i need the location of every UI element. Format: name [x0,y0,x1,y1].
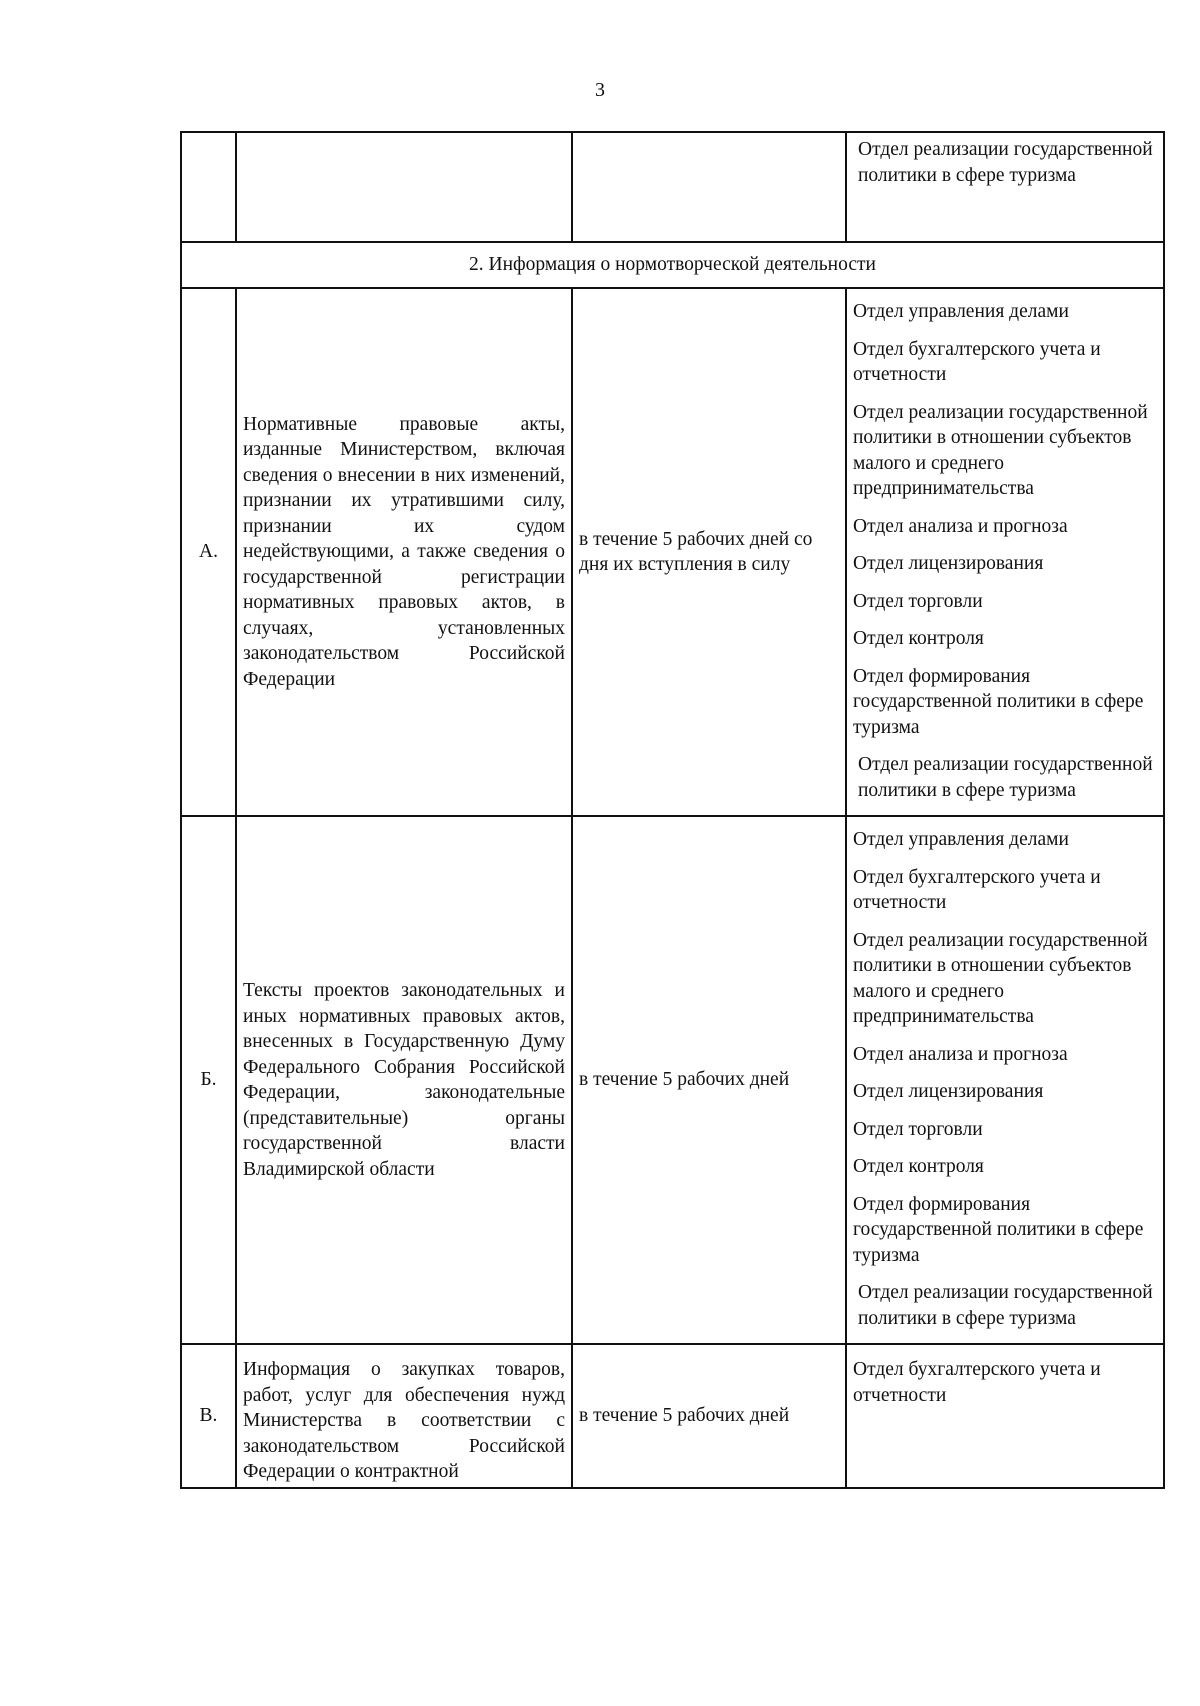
department-item: Отдел реализации государственной политики в отношении субъектов малого и среднего предпринимательства [853,929,1148,1027]
row-number: Б. [181,816,236,1344]
page-number: 3 [595,79,605,101]
table-row [181,288,1164,816]
row-description: Тексты проектов законодательных и иных нормативных правовых актов, внесенных в Государственную Думу Федерального Собрания Российской Федерации, законодательные (представительные) органы государственной власти Владимирской области [236,816,572,1344]
department-item: Отдел лицензирования [853,1081,1044,1102]
row-description: Информация о закупках товаров, работ, услуг для обеспечения нужд Министерства в соответствии с законодательством Российской Федерации о контрактной [236,1344,572,1488]
departments-list [853,827,1157,1331]
row-description: Нормативные правовые акты, изданные Министерством, включая сведения о внесении в них изменений, признании их утратившими силу, признании их судом недействующими, а также сведения о государственной регистрации нормативных правовых актов, в случаях, установленных законодательством Российской Федерации [236,288,572,816]
departments-cell [846,1344,1164,1488]
department-item: Отдел торговли [853,1118,983,1140]
department-item: Отдел реализации государственной политики в отношении субъектов малого и среднего предпринимательства [853,401,1148,499]
department-item: Отдел бухгалтерского учета и отчетности [853,1359,1101,1406]
departments-list [853,1357,1157,1408]
departments-list [853,137,1157,188]
department-item: Отдел реализации государственной политики в сфере туризма [858,139,1153,186]
departments-cell [846,816,1164,1344]
table-row [181,1344,1164,1488]
department-item: Отдел анализа и прогноза [853,1043,1068,1065]
department-item: Отдел формирования государственной политики в сфере туризма [853,665,1144,738]
department-item: Отдел контроля [853,628,984,649]
department-item: Отдел реализации государственной политики в сфере туризма [858,1282,1153,1329]
number-cell [181,132,236,242]
department-item: Отдел реализации государственной политики в сфере туризма [858,754,1153,801]
department-item: Отдел контроля [853,1156,984,1177]
term-cell [572,132,846,242]
row-term: в течение 5 рабочих дней со дня их вступления в силу [572,288,846,816]
department-item: Отдел лицензирования [853,553,1044,574]
row-number: В. [181,1344,236,1488]
departments-cell [846,288,1164,816]
department-item: Отдел управления делами [853,301,1069,322]
departments-cell [846,132,1164,242]
description-cell [236,132,572,242]
department-item: Отдел управления делами [853,829,1069,850]
row-number: А. [181,288,236,816]
table-row-continued [181,132,1164,242]
document-table [180,131,1165,1489]
section-header-row [181,242,1164,288]
department-item: Отдел торговли [853,590,983,612]
section-title: 2. Информация о нормотворческой деятельности [181,242,1164,288]
department-item: Отдел бухгалтерского учета и отчетности [853,338,1101,385]
department-item: Отдел бухгалтерского учета и отчетности [853,866,1101,913]
departments-list [853,299,1157,803]
row-term: в течение 5 рабочих дней [572,816,846,1344]
row-term: в течение 5 рабочих дней [572,1344,846,1488]
department-item: Отдел формирования государственной политики в сфере туризма [853,1193,1144,1266]
table-row [181,816,1164,1344]
department-item: Отдел анализа и прогноза [853,515,1068,537]
